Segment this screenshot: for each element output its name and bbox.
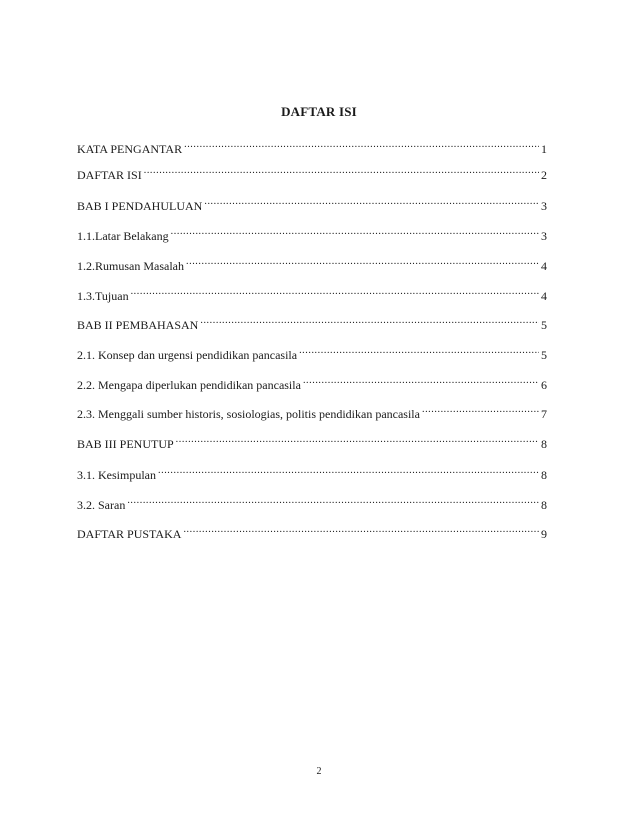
page-title: DAFTAR ISI <box>281 104 357 119</box>
toc-leader-dots <box>127 495 539 509</box>
toc-entry-page: 3 <box>541 229 547 243</box>
toc-entry <box>77 286 547 303</box>
toc-entry <box>77 256 547 273</box>
toc-entry-page: 8 <box>541 468 547 482</box>
toc-entry <box>77 375 547 392</box>
page-number: 2 <box>316 766 322 777</box>
toc-entry-page: 9 <box>541 527 547 541</box>
toc-entry <box>77 345 547 362</box>
toc-entry-page: 8 <box>541 437 547 451</box>
toc-entry-label: 2.1. Konsep dan urgensi pendidikan pancasila <box>77 348 298 362</box>
toc-entry-label: DAFTAR PUSTAKA <box>77 527 182 541</box>
toc-entry-label: 1.2.Rumusan Masalah <box>77 259 184 273</box>
toc-leader-dots <box>176 434 539 448</box>
toc-entry-label: BAB I PENDAHULUAN <box>77 199 203 213</box>
toc-leader-dots <box>299 345 539 359</box>
toc-entry-label: 2.3. Menggali sumber historis, sosiologias, politis pendidikan pancasila <box>77 407 420 421</box>
toc-entry-label: BAB III PENUTUP <box>77 437 174 451</box>
toc-entry <box>77 524 547 541</box>
toc-entry <box>77 196 547 213</box>
toc-entry <box>77 404 547 421</box>
toc-entry-label: KATA PENGANTAR <box>77 142 183 156</box>
toc-leader-dots <box>200 315 539 329</box>
toc-entry <box>77 315 547 332</box>
toc-entry-label: 2.2. Mengapa diperlukan pendidikan pancasila <box>77 378 301 392</box>
toc-leader-dots <box>303 375 539 389</box>
toc-entry-page: 3 <box>541 199 547 213</box>
toc-leader-dots <box>144 165 539 179</box>
toc-entry-label: 1.3.Tujuan <box>77 289 129 303</box>
toc-entry-page: 7 <box>541 407 547 421</box>
toc-entry <box>77 495 547 512</box>
toc-entry-page: 8 <box>541 498 547 512</box>
toc-entry <box>77 465 547 482</box>
toc-entry <box>77 139 547 156</box>
toc-leader-dots <box>186 256 539 270</box>
toc-entry-label: 1.1.Latar Belakang <box>77 229 169 243</box>
toc-entry-page: 6 <box>541 378 547 392</box>
toc-entry-label: 3.2. Saran <box>77 498 126 512</box>
toc-entry <box>77 165 547 182</box>
toc-leader-dots <box>183 524 539 538</box>
toc-leader-dots <box>158 465 539 479</box>
toc-entry-page: 2 <box>541 168 547 182</box>
toc-leader-dots <box>131 286 539 300</box>
toc-leader-dots <box>204 196 539 210</box>
toc-leader-dots <box>422 404 539 418</box>
toc-leader-dots <box>171 226 539 240</box>
toc-entry-page: 1 <box>541 142 547 156</box>
toc-leader-dots <box>184 139 539 153</box>
toc-entry-page: 5 <box>541 348 547 362</box>
toc-entry-label: DAFTAR ISI <box>77 168 142 182</box>
toc-entry-page: 4 <box>541 289 547 303</box>
toc-entry-page: 5 <box>541 318 547 332</box>
toc-entry <box>77 226 547 243</box>
toc-entry-page: 4 <box>541 259 547 273</box>
toc-entry-label: BAB II PEMBAHASAN <box>77 318 199 332</box>
toc-entry-label: 3.1. Kesimpulan <box>77 468 156 482</box>
toc-entry <box>77 434 547 451</box>
